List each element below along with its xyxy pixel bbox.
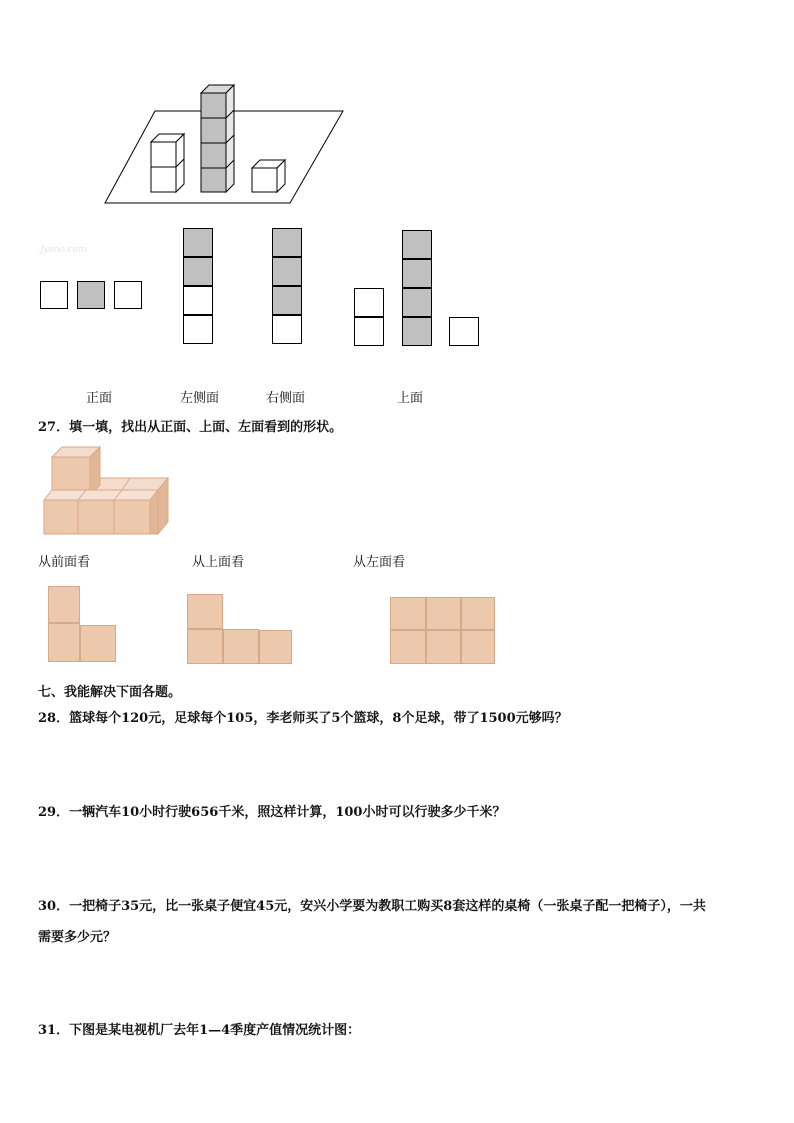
view-square [183, 228, 213, 257]
label-left-side: 左侧面 [180, 391, 220, 406]
view-square [40, 281, 68, 309]
question-30-line2: 需要多少元？ [38, 930, 117, 945]
tan-square [48, 586, 80, 623]
watermark: Jyeoo.com [40, 245, 87, 255]
view-square [354, 288, 384, 317]
tan-square [80, 625, 116, 662]
label-front: 正面 [86, 391, 113, 406]
view-square [114, 281, 142, 309]
view-square [402, 288, 432, 317]
tan-square [426, 597, 461, 630]
label-from-top: 从上面看 [192, 555, 245, 570]
label-from-front: 从前面看 [38, 555, 91, 570]
view-square [272, 286, 302, 315]
question-27: 27．填一填，找出从正面、上面、左面看到的形状。 [38, 420, 343, 435]
tan-square [461, 597, 495, 630]
view-square [402, 317, 432, 346]
view-square [449, 317, 479, 346]
tan-square [390, 630, 426, 664]
question-31: 31．下图是某电视机厂去年1—4季度产值情况统计图： [38, 1023, 361, 1038]
cube-stack-figure [100, 80, 350, 210]
answer-front-shape [48, 586, 118, 664]
view-right-shape [272, 228, 302, 348]
view-square [402, 230, 432, 259]
view-square [354, 317, 384, 346]
label-right-side: 右侧面 [266, 391, 306, 406]
label-from-left: 从左面看 [353, 555, 406, 570]
answer-left-shape [390, 597, 496, 665]
tan-square [390, 597, 426, 630]
view-left-shape [183, 228, 213, 348]
tan-square [48, 623, 80, 662]
view-square [402, 259, 432, 288]
view-square [77, 281, 105, 309]
view-square [272, 257, 302, 286]
view-square [183, 257, 213, 286]
view-front-shape [40, 281, 144, 311]
tan-cube-figure [42, 445, 172, 537]
tan-square [187, 629, 223, 664]
tan-square [259, 630, 292, 664]
tan-square [426, 630, 461, 664]
question-30-line1: 30．一把椅子35元，比一张桌子便宜45元，安兴小学要为教职工购买8套这样的桌椅（一张桌子配一把椅子），一共 [38, 899, 706, 914]
tan-square [223, 629, 259, 664]
view-square [183, 286, 213, 315]
section-7-heading: 七、我能解决下面各题。 [38, 685, 182, 700]
tan-square [461, 630, 495, 664]
label-top: 上面 [397, 391, 424, 406]
tan-square [187, 594, 223, 629]
view-square [183, 315, 213, 344]
view-top-shape [354, 230, 480, 348]
answer-top-shape [187, 594, 295, 666]
question-29: 29．一辆汽车10小时行驶656千米，照这样计算，100小时可以行驶多少千米？ [38, 805, 506, 820]
view-square [272, 315, 302, 344]
view-square [272, 228, 302, 257]
question-28: 28．篮球每个120元，足球每个105，李老师买了5个篮球，8个足球，带了1500元够吗？ [38, 711, 568, 726]
